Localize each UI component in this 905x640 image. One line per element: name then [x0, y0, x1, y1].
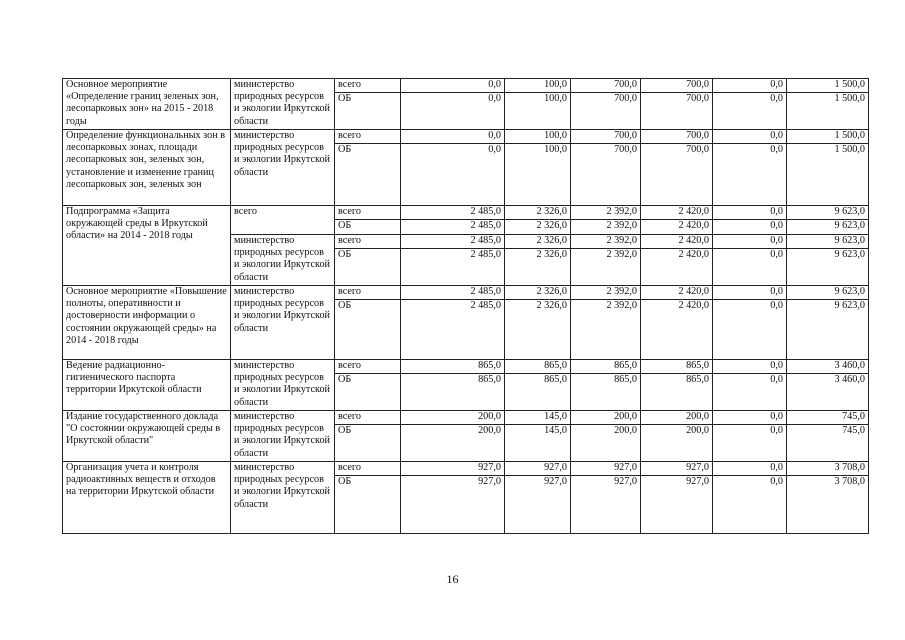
value-cell: 927,0 — [571, 462, 641, 476]
value-cell: 2 326,0 — [505, 286, 571, 300]
executor-cell: министерство природных ресурсов и экологии Иркутской области — [231, 411, 335, 462]
funding-source: всего — [335, 79, 401, 93]
value-cell: 2 392,0 — [571, 286, 641, 300]
value-cell: 2 420,0 — [641, 220, 713, 235]
value-cell: 865,0 — [571, 360, 641, 374]
table-row — [63, 206, 869, 220]
value-cell: 2 326,0 — [505, 220, 571, 235]
total-cell: 3 708,0 — [787, 462, 869, 476]
table-row — [63, 286, 869, 300]
page-number: 16 — [446, 572, 459, 586]
value-cell: 200,0 — [571, 425, 641, 462]
funding-source: всего — [335, 130, 401, 144]
total-cell: 3 460,0 — [787, 374, 869, 411]
value-cell: 927,0 — [505, 462, 571, 476]
table-row — [63, 130, 869, 144]
funding-source: всего — [335, 360, 401, 374]
value-cell: 927,0 — [401, 476, 505, 534]
total-cell: 745,0 — [787, 411, 869, 425]
value-cell: 200,0 — [641, 425, 713, 462]
value-cell: 2 485,0 — [401, 235, 505, 249]
value-cell: 927,0 — [641, 476, 713, 534]
value-cell: 2 326,0 — [505, 300, 571, 360]
funding-source: всего — [335, 235, 401, 249]
value-cell: 2 420,0 — [641, 286, 713, 300]
value-cell: 2 420,0 — [641, 249, 713, 286]
executor-cell: министерство природных ресурсов и экологии Иркутской области — [231, 360, 335, 411]
value-cell: 2 420,0 — [641, 206, 713, 220]
value-cell: 2 326,0 — [505, 249, 571, 286]
funding-source: ОБ — [335, 425, 401, 462]
funding-source: ОБ — [335, 249, 401, 286]
value-cell: 0,0 — [713, 462, 787, 476]
activity-name: Основное мероприятие «Определение границ зеленых зон, лесопарковых зон» на 2015 - 2018 годы — [63, 79, 231, 130]
total-cell: 1 500,0 — [787, 144, 869, 206]
total-cell: 9 623,0 — [787, 249, 869, 286]
activity-name: Организация учета и контроля радиоактивных веществ и отходов на территории Иркутской области — [63, 462, 231, 534]
value-cell: 145,0 — [505, 425, 571, 462]
value-cell: 0,0 — [713, 93, 787, 130]
value-cell: 0,0 — [713, 425, 787, 462]
value-cell: 2 392,0 — [571, 206, 641, 220]
value-cell: 700,0 — [641, 144, 713, 206]
funding-source: ОБ — [335, 300, 401, 360]
value-cell: 2 485,0 — [401, 286, 505, 300]
total-cell: 1 500,0 — [787, 93, 869, 130]
value-cell: 865,0 — [505, 360, 571, 374]
value-cell: 100,0 — [505, 144, 571, 206]
executor-cell: министерство природных ресурсов и экологии Иркутской области — [231, 79, 335, 130]
value-cell: 0,0 — [713, 235, 787, 249]
table-row — [63, 79, 869, 93]
table-row — [63, 360, 869, 374]
value-cell: 100,0 — [505, 130, 571, 144]
total-cell: 3 708,0 — [787, 476, 869, 534]
total-cell: 9 623,0 — [787, 286, 869, 300]
table-row — [63, 411, 869, 425]
value-cell: 927,0 — [571, 476, 641, 534]
value-cell: 2 392,0 — [571, 249, 641, 286]
total-cell: 745,0 — [787, 425, 869, 462]
value-cell: 865,0 — [641, 360, 713, 374]
value-cell: 2 392,0 — [571, 300, 641, 360]
value-cell: 200,0 — [401, 411, 505, 425]
value-cell: 927,0 — [641, 462, 713, 476]
funding-source: ОБ — [335, 144, 401, 206]
budget-table — [62, 78, 869, 534]
value-cell: 700,0 — [641, 93, 713, 130]
value-cell: 0,0 — [713, 249, 787, 286]
value-cell: 0,0 — [713, 206, 787, 220]
value-cell: 2 485,0 — [401, 300, 505, 360]
executor-cell: министерство природных ресурсов и экологии Иркутской области — [231, 235, 335, 286]
total-cell: 1 500,0 — [787, 79, 869, 93]
value-cell: 0,0 — [713, 411, 787, 425]
funding-source: всего — [335, 411, 401, 425]
executor-cell: министерство природных ресурсов и экологии Иркутской области — [231, 462, 335, 534]
value-cell: 927,0 — [401, 462, 505, 476]
value-cell: 700,0 — [571, 130, 641, 144]
activity-name: Основное мероприятие «Повышение полноты, оперативности и достоверности информации о состоянии окружающей среды» на 2014 - 2018 годы — [63, 286, 231, 360]
value-cell: 0,0 — [713, 476, 787, 534]
value-cell: 200,0 — [571, 411, 641, 425]
table-row — [63, 462, 869, 476]
total-cell: 3 460,0 — [787, 360, 869, 374]
value-cell: 0,0 — [713, 144, 787, 206]
value-cell: 2 420,0 — [641, 235, 713, 249]
value-cell: 2 485,0 — [401, 220, 505, 235]
value-cell: 865,0 — [505, 374, 571, 411]
value-cell: 0,0 — [713, 286, 787, 300]
value-cell: 145,0 — [505, 411, 571, 425]
value-cell: 0,0 — [713, 130, 787, 144]
total-cell: 9 623,0 — [787, 206, 869, 220]
funding-source: ОБ — [335, 476, 401, 534]
value-cell: 927,0 — [505, 476, 571, 534]
value-cell: 0,0 — [713, 79, 787, 93]
value-cell: 0,0 — [713, 374, 787, 411]
value-cell: 0,0 — [401, 144, 505, 206]
value-cell: 2 485,0 — [401, 249, 505, 286]
activity-name: Определение функциональных зон в лесопарковых зонах, площади лесопарковых зон, зеленых зон, установление и изменение границ лесопарковых зон, зеленых зон — [63, 130, 231, 206]
value-cell: 700,0 — [571, 93, 641, 130]
funding-source: ОБ — [335, 93, 401, 130]
executor-cell: министерство природных ресурсов и экологии Иркутской области — [231, 130, 335, 206]
funding-source: всего — [335, 462, 401, 476]
value-cell: 100,0 — [505, 93, 571, 130]
funding-source: ОБ — [335, 220, 401, 235]
value-cell: 2 485,0 — [401, 206, 505, 220]
value-cell: 700,0 — [571, 144, 641, 206]
value-cell: 700,0 — [641, 79, 713, 93]
value-cell: 700,0 — [571, 79, 641, 93]
activity-name: Подпрограмма «Защита окружающей среды в Иркутской области» на 2014 - 2018 годы — [63, 206, 231, 286]
total-cell: 1 500,0 — [787, 130, 869, 144]
total-cell: 9 623,0 — [787, 220, 869, 235]
value-cell: 0,0 — [713, 360, 787, 374]
value-cell: 200,0 — [641, 411, 713, 425]
value-cell: 865,0 — [401, 374, 505, 411]
value-cell: 0,0 — [713, 300, 787, 360]
funding-source: ОБ — [335, 374, 401, 411]
value-cell: 2 392,0 — [571, 235, 641, 249]
value-cell: 0,0 — [401, 79, 505, 93]
funding-source: всего — [335, 286, 401, 300]
value-cell: 2 420,0 — [641, 300, 713, 360]
value-cell: 865,0 — [571, 374, 641, 411]
funding-source: всего — [335, 206, 401, 220]
value-cell: 2 326,0 — [505, 206, 571, 220]
value-cell: 0,0 — [401, 93, 505, 130]
value-cell: 0,0 — [713, 220, 787, 235]
value-cell: 865,0 — [641, 374, 713, 411]
total-cell: 9 623,0 — [787, 235, 869, 249]
value-cell: 2 326,0 — [505, 235, 571, 249]
value-cell: 700,0 — [641, 130, 713, 144]
activity-name: Ведение радиационно-гигиенического паспорта территории Иркутской области — [63, 360, 231, 411]
activity-name: Издание государственного доклада "О состоянии окружающей среды в Иркутской области" — [63, 411, 231, 462]
value-cell: 100,0 — [505, 79, 571, 93]
executor-cell: министерство природных ресурсов и экологии Иркутской области — [231, 286, 335, 360]
value-cell: 865,0 — [401, 360, 505, 374]
total-cell: 9 623,0 — [787, 300, 869, 360]
executor-cell: всего — [231, 206, 335, 235]
value-cell: 200,0 — [401, 425, 505, 462]
value-cell: 0,0 — [401, 130, 505, 144]
value-cell: 2 392,0 — [571, 220, 641, 235]
